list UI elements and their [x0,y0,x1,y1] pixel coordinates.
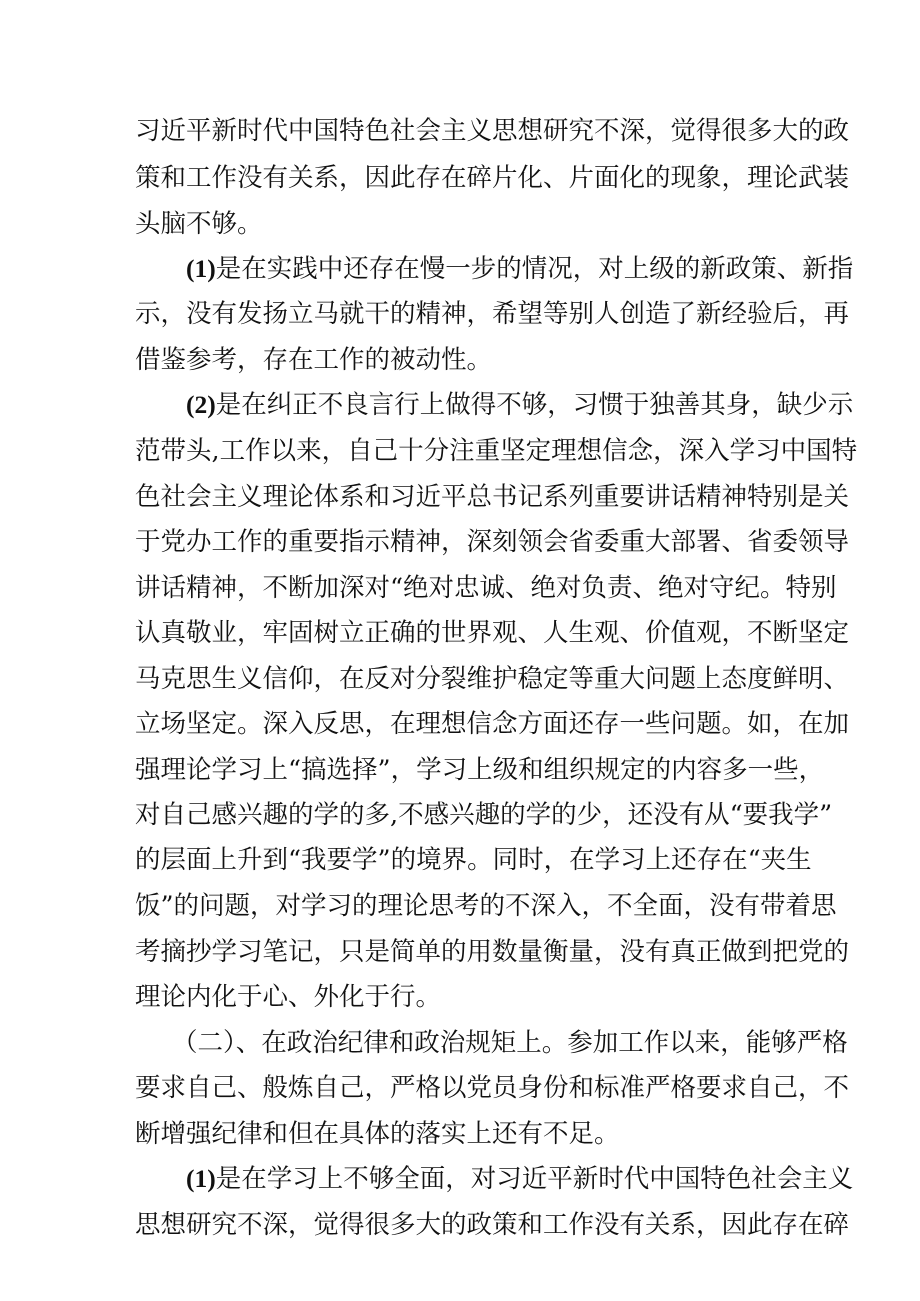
text-line-6: 借鉴参考，存在工作的被动性。 [135,345,493,375]
text-line-13: 马克思生义信仰，在反对分裂维护稳定等重大问题上态度鲜明、 [135,664,850,694]
text-line-24: 是在学习上不够全面，对习近平新时代中国特色社会主义 [215,1164,854,1194]
text-line-3: 头脑不够。 [135,209,263,239]
paragraph-1-first-line [186,245,920,293]
text-line-7: 是在纠正不良言行上做得不够，习惯于独善其身，缺少示 [215,390,854,420]
text-line-14: 立场坚定。深入反思，在理想信念方面还存一些问题。如，在加 [135,709,850,739]
text-line-11: 讲话精神，不断加深对“绝对忠诚、绝对负责、绝对守纪。特别 [135,573,837,603]
paragraph-2-first-line [186,381,920,429]
text-line-12: 认真敬业，牢固树立正确的世界观、人生观、价值观，不断坚定 [135,618,850,648]
text-line-19: 考摘抄学习笔记，只是简单的用数量衡量，没有真正做到把党的 [135,937,850,967]
paragraph-3-first-line [186,1155,920,1203]
text-line-9: 色社会主义理论体系和习近平总书记系列重要讲话精神特别是关 [135,482,850,512]
text-line-18: 饭”的问题，对学习的理论思考的不深入，不全面，没有带着思 [135,891,837,921]
text-line-20: 理论内化于心、外化于行。 [135,982,442,1012]
text-line-16: 对自己感兴趣的学的多,不感兴趣的学的少，还没有从“要我学” [135,800,833,830]
text-line-22: 要求自己、般炼自己，严格以党员身份和标准严格要求自己，不 [135,1073,850,1103]
text-line-17: 的层面上升到“我要学”的境界。同时，在学习上还存在“夹生 [135,845,812,875]
text-line-15: 强理论学习上“搞选择”，学习上级和组织规定的内容多一些， [135,755,825,785]
text-line-23: 断增强纪律和但在具体的落实上还有不足。 [135,1119,620,1149]
list-marker-3: (1) [186,1164,216,1193]
text-line-2: 策和工作没有关系，因此存在碎片化、片面化的现象，理论武装 [135,163,850,193]
text-line-25: 思想研究不深，觉得很多大的政策和工作没有关系，因此存在碎 [135,1210,850,1240]
text-line-8: 范带头,工作以来，自己十分注重坚定理想信念，深入学习中国特 [135,436,858,466]
text-line-4: 是在实践中还存在慢一步的情况，对上级的新政策、新指 [215,254,854,284]
list-marker-2: (2) [186,390,216,419]
text-line-5: 示，没有发扬立马就干的精神，希望等别人创造了新经验后，再 [135,299,850,329]
section-2-heading-line: （二）、在政治纪律和政治规矩上。参加工作以来，能够严格 [172,1028,848,1058]
text-line-10: 于党办工作的重要指示精神，深刻领会省委重大部署、省委领导 [135,527,850,557]
text-line-1: 习近平新时代中国特色社会主义思想研究不深，觉得很多大的政 [135,116,850,146]
list-marker-1: (1) [186,254,216,283]
